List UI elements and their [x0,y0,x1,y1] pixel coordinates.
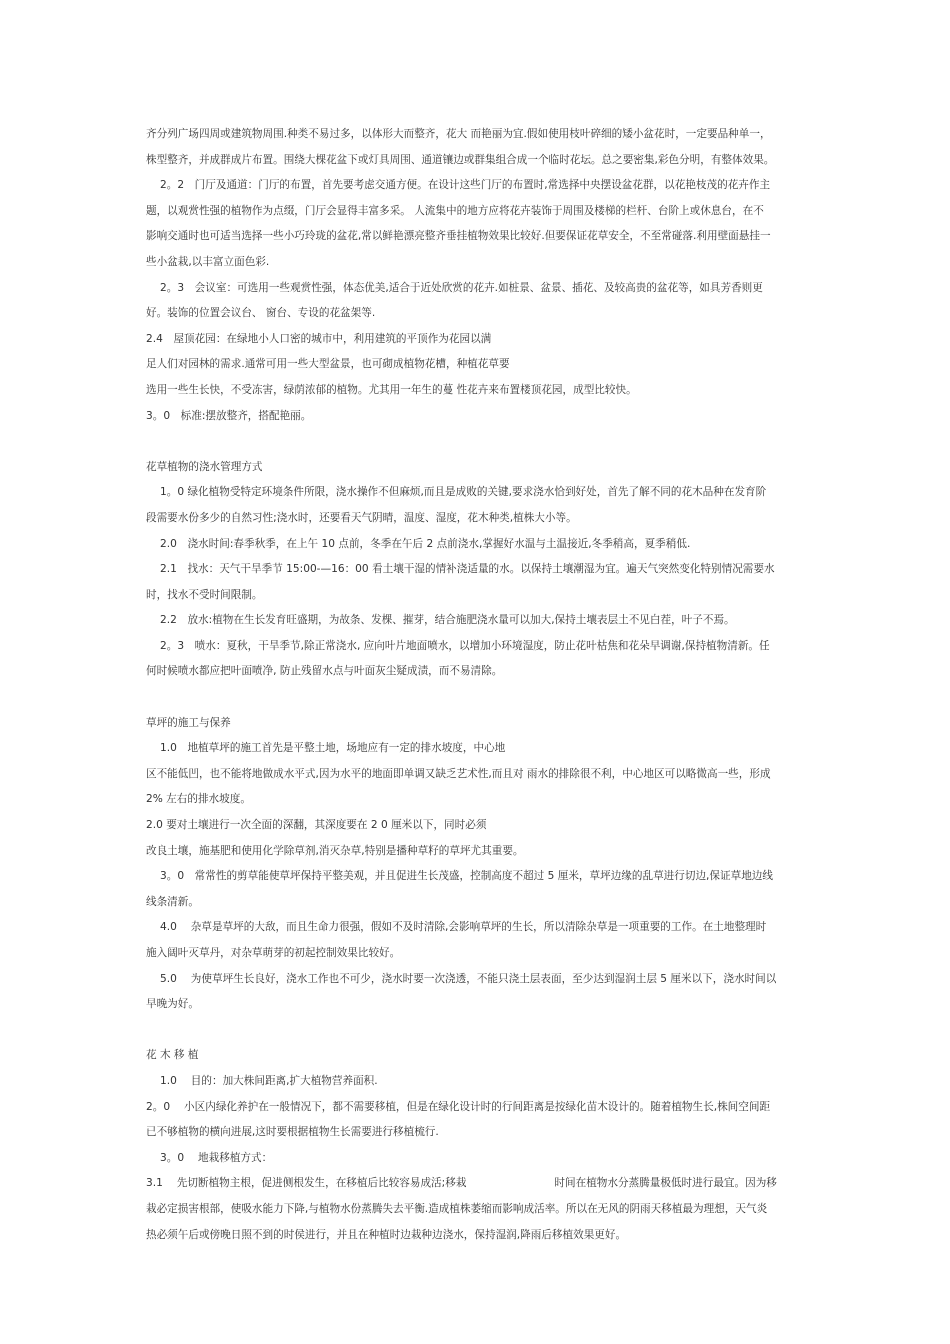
blank-line [146,685,810,711]
text-line: 改良土壤，施基肥和使用化学除草剂,消灭杂草,特别是播种草籽的草坪尤其重要。 [146,844,524,857]
text-line: 热必须午后或傍晚日照不到的时侯进行，并且在种植时边栽种边浇水，保持湿润,降雨后移植效果更好。 [146,1228,627,1241]
text-segment: 时间在植物水分蒸腾量极低时进行最宜。因为移 [554,1177,777,1190]
blank-line [146,1018,810,1044]
text-line: 何时候喷水都应把叶面喷净, 防止残留水点与叶面灰尘疑成渍，而不易清除。 [146,665,503,678]
text-line: 2.0 浇水时间:春季秋季，在上午 10 点前，冬季在午后 2 点前浇水,掌握好水温与土温接近,冬季稍高，夏季稍低. [160,537,691,550]
text-line: 株型整齐，并成群成片布置。围绕大棵花盆下或灯具周围、通道镶边或群集组合成一个临时花坛。总之要密集,彩色分明，有整体效果。 [146,153,775,166]
text-line: 3。0 地栽移植方式： [160,1151,273,1164]
text-line: 1。0 绿化植物受特定环境条件所限，浇水操作不但麻烦,而且是成败的关键,要求浇水恰到好处，首先了解不同的花木品种在发育阶 [160,486,767,499]
text-line: 3。0 常常性的剪草能使草坪保持平整美观，并且促进生长茂盛，控制高度不超过 5 厘米，草坪边缘的乱草进行切边,保证草地边线 [160,870,773,883]
text-line: 2.0 要对土壤进行一次全面的深翻，其深度要在 2 0 厘米以下，同时必须 [146,819,487,832]
text-line: 栽必定损害根部，使吸水能力下降,与植物水份蒸腾失去平衡.造成植株萎缩而影响成活率。所以在无风的阴雨天移植最为理想，天气炎 [146,1202,768,1215]
text-line: 2。0 小区内绿化养护在一般情况下，都不需要移植，但是在绿化设计时的行间距离是按绿化苗木设计的。随着植物生长,株间空间距 [146,1100,771,1113]
text-line: 选用一些生长快，不受冻害，绿荫浓郁的植物。尤其用一年生的蔓 性花卉来布置楼顶花园，成型比较快。 [146,383,637,396]
text-line: 齐分列广场四周或建筑物周围.种类不易过多，以体形大而整齐，花大 而艳丽为宜.假如使用枝叶碎细的矮小盆花时，一定要品种单一， [146,128,771,140]
text-line: 区不能低凹，也不能将地做成水平式,因为水平的地面即单调又缺乏艺术性,而且对 雨水的排除很不利，中心地区可以略微高一些，形成 [146,767,771,780]
text-line: 4.0 杂草是草坪的大敌，而且生命力很强，假如不及时清除,会影响草坪的生长，所以清除杂草是一项重要的工作。在土地整理时 [160,921,767,934]
text-line: 已不够植物的横向进展,这时要根据植物生长需要进行移植梳行. [146,1126,439,1139]
blank-line [146,429,810,455]
text-line: 2。3 会议室：可选用一些观赏性强，体态优美,适合于近处欣赏的花卉.如桩景、盆景、插花、及较高贵的盆花等，如具芳香则更 [160,281,763,294]
text-line: 2% 左右的排水坡度。 [146,793,251,806]
text-line: 2.1 找水：天气干旱季节 15:00-—16：00 看土壤干湿的情补浇适量的水。以保持土壤潮湿为宜。遍天气突然变化特别情况需要水 [160,563,775,576]
text-line: 早晚为好。 [146,998,199,1011]
text-line: 2。2 门厅及通道：门厅的布置，首先要考虑交通方便。在设计这些门厅的布置时,常选择中央摆设盆花群，以花艳枝茂的花卉作主 [160,179,771,192]
text-line: 施入阔叶灭草丹，对杂草萌芽的初起控制效果比较好。 [146,947,401,959]
document-page [146,122,810,1248]
text-line: 2.4 屋顶花园：在绿地小人口密的城市中，利用建筑的平顶作为花园以满 [146,332,492,345]
text-line: 影响交通时也可适当选择一些小巧玲珑的盆花,常以鲜艳漂亮整齐垂挂植物效果比较好.但要保证花草安全，不至常碰落.利用壁面悬挂一 [146,230,771,243]
text-line: 2.2 放水:植物在生长发育旺盛期，为故条、发棵、摧芽，结合施肥浇水量可以加大,保持土壤表层土不见白茬，叶子不焉。 [160,614,735,627]
section-heading: 花草植物的浇水管理方式 [146,460,263,473]
text-line: 些小盆栽,以丰富立面色彩. [146,255,270,268]
section-heading: 草坪的施工与保养 [146,716,231,729]
text-line: 题，以观赏性强的植物作为点缀，门厅会显得丰富多采。 人流集中的地方应将花卉装饰于周围及楼梯的栏杆、台阶上或休息台，在不 [146,204,764,217]
text-line: 1.0 地植草坪的施工首先是平整土地，场地应有一定的排水坡度，中心地 [160,742,506,755]
section-heading: 花 木 移 植 [146,1049,199,1062]
text-line [146,1171,810,1197]
text-line: 3。0 标准:摆放整齐，搭配艳丽。 [146,409,312,422]
text-line: 时，找水不受时间限制。 [146,588,263,601]
text-line: 2。3 喷水：夏秋，干旱季节,除正常浇水, 应向叶片地面喷水，以增加小环境湿度，防止花叶枯焦和花朵早调谢,保持植物清新。任 [160,639,770,652]
text-line: 线条清新。 [146,895,199,908]
text-line: 1.0 目的：加大株间距离,扩大植物营养面积. [160,1074,378,1087]
text-line: 5.0 为使草坪生长良好，浇水工作也不可少，浇水时要一次浇透，不能只浇土层表面，至少达到湿润土层 5 厘米以下，浇水时间以 [160,972,777,985]
text-line: 好。装饰的位置会议台、 窗台、专设的花盆架等. [146,307,376,320]
text-line: 足人们对园林的需求.通常可用一些大型盆景，也可砌成植物花槽，种植花草要 [146,358,510,371]
text-line: 段需要水份多少的自然习性;浇水时，还要看天气阴晴，温度、湿度，花木种类,植株大小等。 [146,511,577,524]
text-segment: 3.1 先切断植物主根，促进侧根发生，在移植后比较容易成活;移栽 [146,1177,467,1190]
